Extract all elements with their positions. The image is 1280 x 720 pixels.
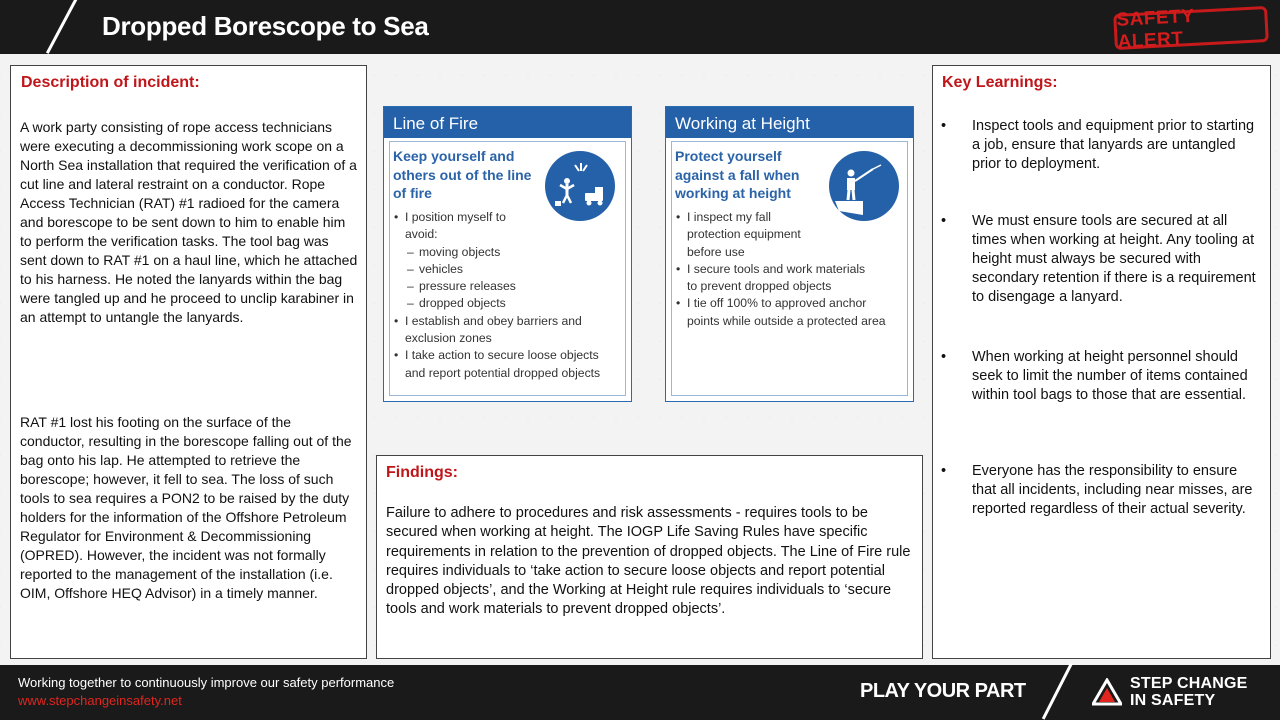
key-learning-item: • When working at height personnel should seek to limit the number of items contained within tool bags to those that are essential. <box>941 348 1265 405</box>
list-marker: – <box>407 244 414 259</box>
rule-list-item <box>676 261 911 278</box>
findings-heading: Findings: <box>386 464 458 481</box>
list-item-text: before use <box>687 244 745 259</box>
rule-list-item <box>676 209 911 226</box>
header-divider <box>46 0 79 54</box>
list-marker: • <box>676 210 681 224</box>
rule-list-item <box>394 278 629 295</box>
rule-list-item <box>394 365 629 382</box>
line-of-fire-list <box>394 209 629 382</box>
list-item-text: to prevent dropped objects <box>687 279 832 294</box>
rule-list-item <box>394 313 629 330</box>
key-learnings-panel <box>932 65 1271 659</box>
key-learnings-heading: Key Learnings: <box>942 74 1058 91</box>
safety-alert-label: SAFETY ALERT <box>1115 5 1195 53</box>
list-marker: • <box>394 348 399 363</box>
list-item-text: protection equipment <box>687 227 801 242</box>
key-learning-text: Everyone has the responsibility to ensure that all incidents, including near misses, are reported regardless of their actual severity. <box>972 463 1253 517</box>
list-marker: • <box>676 296 681 311</box>
key-learning-item: • Everyone has the responsibility to ensure that all incidents, including near misses, are reported regardless of their actual severity. <box>941 462 1265 519</box>
description-paragraph-2: RAT #1 lost his footing on the surface of the conductor, resulting in the borescope falling out of the bag onto his lap. He attempted to retrieve the borescope; however, it fell to sea. The loss of such tools to sea requires a PON2 to be raised by the duty holders for the information of the Offshore Petroleum Regulator for Environment & Decommissioning (OPRED). However, the incident was not formally reported to the management of the installation (i.e. OIM, Offshore HEQ Advisor) in a timely manner. <box>20 414 352 601</box>
footer-bar <box>0 665 1280 720</box>
rule-list-item <box>676 278 911 295</box>
list-item-text: vehicles <box>419 261 464 276</box>
rule-list-item <box>394 226 629 243</box>
list-marker: • <box>394 210 399 224</box>
logo-text-line-1: STEP CHANGE <box>1130 675 1248 692</box>
list-item-text: I take action to secure loose objects <box>405 348 599 363</box>
key-learning-text: We must ensure tools are secured at all times when working at height. Any tooling at height must always be secured with secondary retention if there is a requirement to disengage a lanyard. <box>972 213 1256 305</box>
footer-tagline: Working together to continuously improve our safety performance <box>18 675 395 690</box>
logo-text-line-2: IN SAFETY <box>1130 692 1216 709</box>
list-marker: • <box>676 261 681 276</box>
findings-panel <box>376 455 923 659</box>
rule-list-item <box>394 209 629 226</box>
line-of-fire-title: Line of Fire <box>384 107 631 138</box>
list-marker: – <box>407 296 414 311</box>
list-item-text: points while outside a protected area <box>687 313 886 328</box>
footer-divider <box>1042 663 1073 720</box>
rule-list-item <box>394 295 629 312</box>
description-panel <box>10 65 367 659</box>
key-learning-item: • Inspect tools and equipment prior to starting a job, ensure that lanyards are untangled prior to deployment. <box>941 117 1265 174</box>
list-marker: – <box>407 261 414 276</box>
list-item-text: I establish and obey barriers and <box>405 313 582 328</box>
play-your-part-label: PLAY YOUR PART <box>860 680 1026 702</box>
rule-list-item <box>676 226 911 243</box>
list-marker: • <box>394 313 399 328</box>
list-item-text: dropped objects <box>419 296 506 311</box>
rule-list-item <box>676 295 911 312</box>
rule-list-item <box>394 330 629 347</box>
list-item-text: pressure releases <box>419 279 516 294</box>
rule-list-item <box>394 261 629 278</box>
working-at-height-card <box>665 106 914 402</box>
list-marker: – <box>407 279 414 294</box>
key-learning-text: When working at height personnel should seek to limit the number of items contained within tool bags to those that are essential. <box>972 349 1248 403</box>
rule-list-item <box>394 244 629 261</box>
findings-text: Failure to adhere to procedures and risk assessments - requires tools to be secured when working at height. The IOGP Life Saving Rules have specific requirements in relation to the prevention of dropped objects. The Line of Fire rule requires individuals to ‘take action to secure loose objects and report potential dropped objects’, and the Working at Height rule requires individuals to ‘secure tools and work materials to prevent dropped objects’. <box>386 505 911 618</box>
list-item-text: exclusion zones <box>405 331 492 346</box>
line-of-fire-subtitle: Keep yourself and others out of the line of fire <box>393 148 532 201</box>
footer-website-link[interactable]: www.stepchangeinsafety.net <box>18 693 182 708</box>
key-learning-item: • We must ensure tools are secured at all times when working at height. Any tooling at height must always be secured with secondary retention if there is a requirement to disengage a lanyard. <box>941 212 1265 307</box>
list-item-text: I inspect my fall <box>687 210 771 224</box>
description-paragraph-1: A work party consisting of rope access technicians were executing a decommissioning work scope on a North Sea installation that required the verification of a cut line and lateral restraint on a conductor. Rope Access Technician (RAT) #1 radioed for the camera and borescope to be sent down to him to enable him to perform the verification tasks. The tool bag was sent down to RAT #1 on a haul line, which he attached to his harness. He noted the lanyards within the bag were tangled up and he proceed to unclip karabiner in an attempt to untangle the lanyards. <box>20 119 358 325</box>
header-bar <box>0 0 1280 54</box>
rule-list-item <box>676 244 911 261</box>
working-at-height-list <box>676 209 911 330</box>
list-item-text: I position myself to <box>405 210 506 224</box>
list-item-text: avoid: <box>405 227 438 242</box>
list-item-text: I secure tools and work materials <box>687 261 866 276</box>
rule-list-item <box>394 347 629 364</box>
key-learning-text: Inspect tools and equipment prior to starting a job, ensure that lanyards are untangled prior to deployment. <box>972 118 1255 172</box>
working-at-height-title: Working at Height <box>666 107 913 138</box>
description-heading: Description of incident: <box>21 74 200 91</box>
list-item-text: moving objects <box>419 244 501 259</box>
line-of-fire-card <box>383 106 632 402</box>
list-item-text: and report potential dropped objects <box>405 365 601 380</box>
step-change-logo-icon <box>1092 678 1122 706</box>
page-title: Dropped Borescope to Sea <box>102 11 429 41</box>
list-item-text: I tie off 100% to approved anchor <box>687 296 867 311</box>
working-at-height-subtitle: Protect yourself against a fall when working at height <box>675 148 800 201</box>
rule-list-item <box>676 313 911 330</box>
safety-alert-badge <box>1113 5 1269 53</box>
